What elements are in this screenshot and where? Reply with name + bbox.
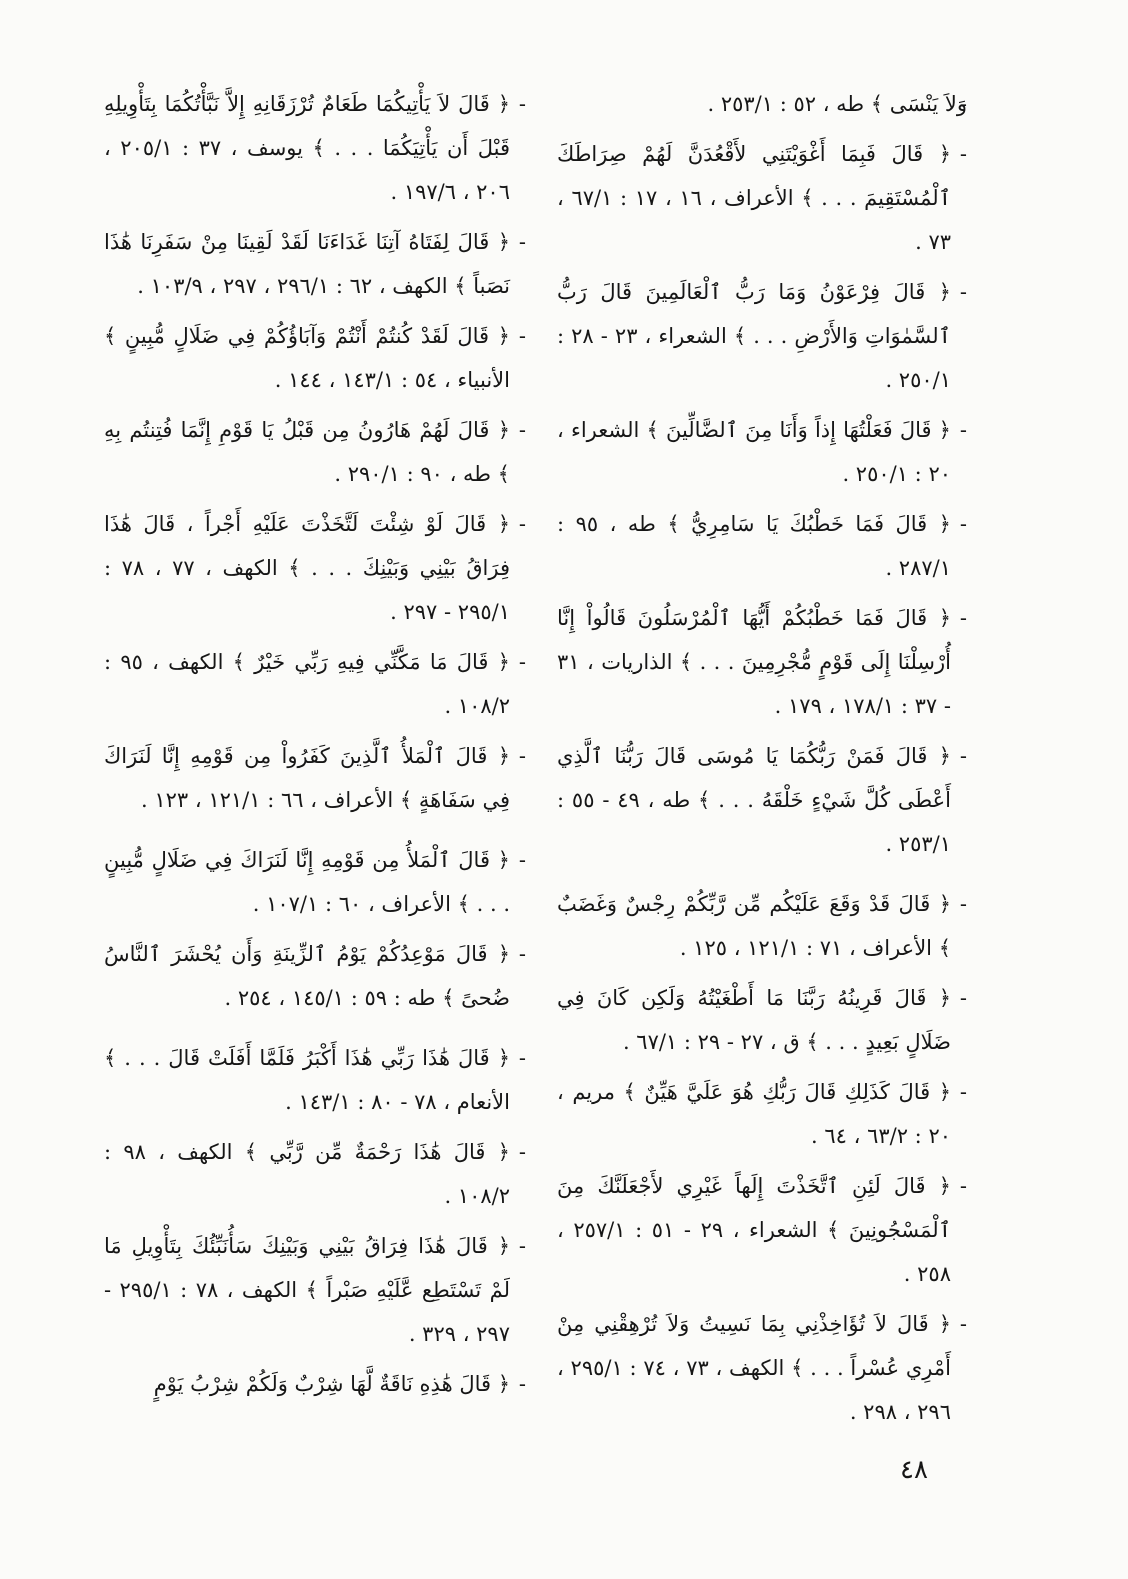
index-entry: - ﴿ قَالَ ٱلْمَلأُ ٱلَّذِينَ كَفَرُواْ مِن قَوْمِهِ إِنَّا لَنَرَاكَ فِي سَفَاهَةٍ ﴾ الأعراف ، ٦٦ : ١٢١/١ ، ١٢٣ . <box>104 734 526 822</box>
index-entry: - ﴿ قَالَ ٱلْمَلأُ مِن قَوْمِهِ إِنَّا لَنَرَاكَ فِي ضَلَالٍ مُّبِينٍ . . . ﴾ الأعراف ، ٦٠ : ١٠٧/١ . <box>104 838 526 926</box>
index-entry: - ﴿ قَالَ فَمَنْ رَبُّكُمَا يَا مُوسَى قَالَ رَبُّنَا ٱلَّذِي أَعْطَى كُلَّ شَيْءٍ خَلْقَهُ . . . ﴾ طه ، ٤٩ - ٥٥ : ٢٥٣/١ . <box>557 734 967 866</box>
index-entry: - ﴿ قَالَ هَٰذَا رَبِّي هَٰذَا أَكْبَرُ فَلَمَّا أَفَلَتْ قَالَ . . . ﴾ الأنعام ، ٧٨ - ٨٠ : ١٤٣/١ . <box>104 1036 526 1124</box>
index-entry-continuation: - وَلاَ يَنْسَى ﴾ طه ، ٥٢ : ٢٥٣/١ . <box>557 82 967 126</box>
index-entry: - ﴿ قَالَ فَمَا خَطْبُكُمْ أَيُّهَا ٱلْمُرْسَلُونَ قَالُواْ إِنَّا أُرْسِلْنَا إِلَى قَوْمٍ مُّجْرِمِينَ . . . ﴾ الذاريات ، ٣١ - ٣٧ : ١٧٨/١ ، ١٧٩ . <box>557 596 967 728</box>
index-entry: - ﴿ قَالَ لاَ يَأْتِيكُمَا طَعَامٌ تُرْزَقَانِهِ إِلاَّ نَبَّأْتُكُمَا بِتَأْوِيلِهِ قَبْلَ أَن يَأْتِيَكُمَا . . . ﴾ يوسف ، ٣٧ : ٢٠٥/١ ، ٢٠٦ ، ١٩٧/٦ . <box>104 82 526 214</box>
index-entry: - ﴿ قَالَ لِفَتَاهُ آتِنَا غَدَاءَنَا لَقَدْ لَقِينَا مِنْ سَفَرِنَا هَٰذَا نَصَباً ﴾ الكهف ، ٦٢ : ٢٩٦/١ ، ٢٩٧ ، ١٠٣/٩ . <box>104 220 526 308</box>
index-entry: - ﴿ قَالَ قَدْ وَقَعَ عَلَيْكُم مِّن رَّبِّكُمْ رِجْسٌ وَغَضَبٌ ﴾ الأعراف ، ٧١ : ١٢١/١ ، ١٢٥ . <box>557 882 967 970</box>
index-entry: - ﴿ قَالَ فَبِمَا أَغْوَيْتَنِي لأَقْعُدَنَّ لَهُمْ صِرَاطَكَ ٱلْمُسْتَقِيمَ . . . ﴾ الأعراف ، ١٦ ، ١٧ : ٦٧/١ ، ٧٣ . <box>557 132 967 264</box>
index-entry: - ﴿ قَالَ لَقَدْ كُنتُمْ أَنْتُمْ وَآبَاؤُكُمْ فِي ضَلَالٍ مُّبِينٍ ﴾ الأنبياء ، ٥٤ : ١٤٣/١ ، ١٤٤ . <box>104 314 526 402</box>
right-column <box>557 82 967 1440</box>
index-entry: - ﴿ قَالَ هَٰذَا رَحْمَةٌ مِّن رَّبِّي ﴾ الكهف ، ٩٨ : ١٠٨/٢ . <box>104 1130 526 1218</box>
index-entry: - ﴿ قَالَ فَعَلْتُهَا إِذاً وَأَنَا مِنَ ٱلضَّالِّينَ ﴾ الشعراء ، ٢٠ : ٢٥٠/١ . <box>557 408 967 496</box>
index-entry: - ﴿ قَالَ كَذَلِكِ قَالَ رَبُّكِ هُوَ عَلَيَّ هَيِّنٌ ﴾ مريم ، ٢٠ : ٦٣/٢ ، ٦٤ . <box>557 1070 967 1158</box>
index-entry: - ﴿ قَالَ مَوْعِدُكُمْ يَوْمُ ٱلزِّينَةِ وَأَن يُحْشَرَ ٱلنَّاسُ ضُحىً ﴾ طه : ٥٩ : ١٤٥/١ ، ٢٥٤ . <box>104 932 526 1020</box>
index-entry: - ﴿ قَالَ مَا مَكَّنِّي فِيهِ رَبِّي خَيْرٌ ﴾ الكهف ، ٩٥ : ١٠٨/٢ . <box>104 640 526 728</box>
index-entry: - ﴿ قَالَ قَرِينُهُ رَبَّنَا مَا أَطْغَيْتُهُ وَلَكِن كَانَ فِي ضَلَالٍ بَعِيدٍ . . . ﴾ ق ، ٢٧ - ٢٩ : ٦٧/١ . <box>557 976 967 1064</box>
left-column <box>104 82 526 1412</box>
index-entry: - ﴿ قَالَ فِرْعَوْنُ وَمَا رَبُّ ٱلْعَالَمِينَ قَالَ رَبُّ ٱلسَّمٰوَاتِ وَالأَرْضِ . . . ﴾ الشعراء ، ٢٣ - ٢٨ : ٢٥٠/١ . <box>557 270 967 402</box>
index-entry: - ﴿ قَالَ هَٰذِهِ نَاقَةٌ لَّهَا شِرْبٌ وَلَكُمْ شِرْبُ يَوْمٍ <box>104 1362 526 1406</box>
index-entry: - ﴿ قَالَ لاَ تُؤَاخِذْنِي بِمَا نَسِيتُ وَلاَ تُرْهِقْنِي مِنْ أَمْرِي عُسْراً . . . ﴾ الكهف ، ٧٣ ، ٧٤ : ٢٩٥/١ ، ٢٩٦ ، ٢٩٨ . <box>557 1302 967 1434</box>
index-entry: - ﴿ قَالَ لَئِنِ ٱتَّخَذْتَ إِلَهاً غَيْرِي لأَجْعَلَنَّكَ مِنَ ٱلْمَسْجُونِينَ ﴾ الشعراء ، ٢٩ - ٥١ : ٢٥٧/١ ، ٢٥٨ . <box>557 1164 967 1296</box>
index-entry: - ﴿ قَالَ فَمَا خَطْبُكَ يَا سَامِرِيُّ ﴾ طه ، ٩٥ : ٢٨٧/١ . <box>557 502 967 590</box>
index-entry: - ﴿ قَالَ لَوْ شِئْتَ لَتَّخَذْتَ عَلَيْهِ أَجْراً ، قَالَ هَٰذَا فِرَاقُ بَيْنِي وَبَيْنِكَ . . . ﴾ الكهف ، ٧٧ ، ٧٨ : ٢٩٥/١ - ٢٩٧ . <box>104 502 526 634</box>
index-entry: - ﴿ قَالَ لَهُمْ هَارُونُ مِن قَبْلُ يَا قَوْمِ إِنَّمَا فُتِنتُم بِهِ ﴾ طه ، ٩٠ : ٢٩٠/١ . <box>104 408 526 496</box>
page-number: ٤٨ <box>900 1455 928 1485</box>
index-entry: - ﴿ قَالَ هَٰذَا فِرَاقُ بَيْنِي وَبَيْنِكَ سَأُنَبِّئُكَ بِتَأْوِيلِ مَا لَمْ تَسْتَطِع عَّلَيْهِ صَبْراً ﴾ الكهف ، ٧٨ : ٢٩٥/١ - ٢٩٧ ، ٣٢٩ . <box>104 1224 526 1356</box>
